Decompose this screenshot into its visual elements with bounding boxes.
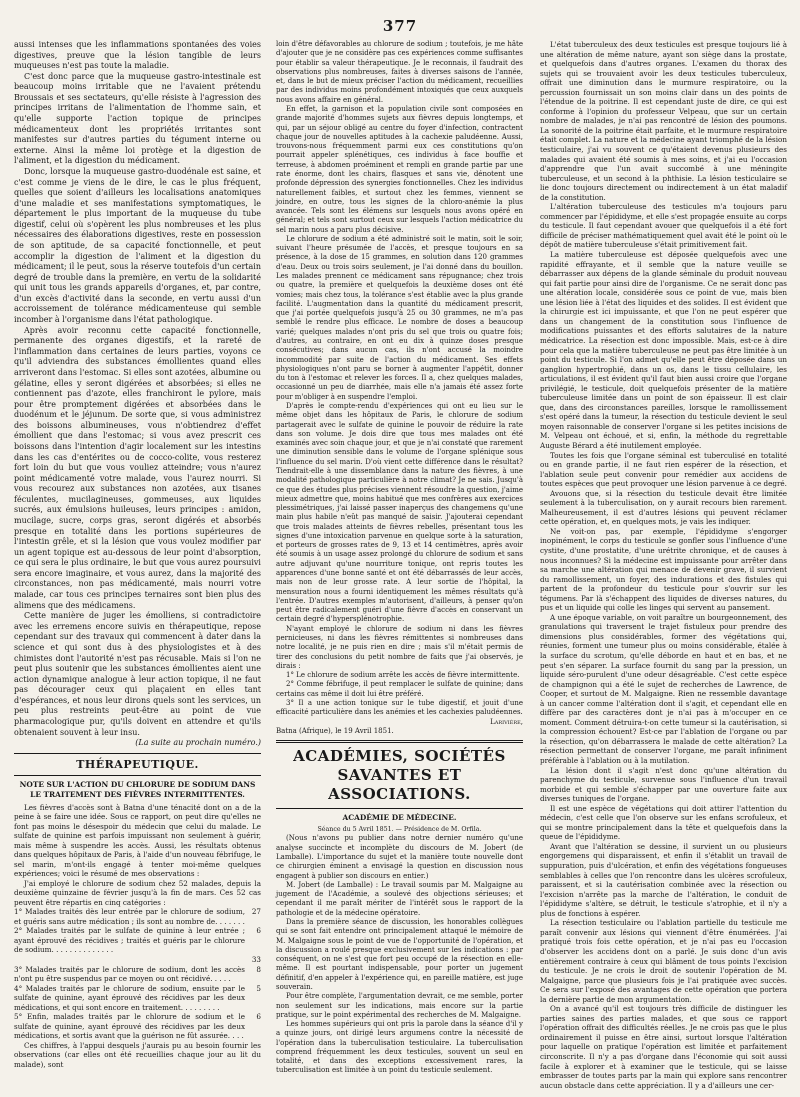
conclusion-item: 2° Comme fébrifuge, il peut remplacer le sulfate de quinine; dans certains cas même il doit lui être préféré. (276, 680, 523, 698)
paragraph: Les hommes supérieurs qui ont pris la parole dans la séance d'il y a quinze jours, ont dirigé leurs argumens contre la nécessité de l'opération dans la tuberculisation testiculaire. La tuberculisation comprend fréquemment les deux testicules, souvent un seul en totalité, et dans des exceptions excessivement rares, la tuberculisation est limitée à un point du testicule seulement. (276, 1020, 523, 1075)
conclusion-item: 1° Le chlorure de sodium arrête les accès de fièvre intermittente. (286, 671, 520, 680)
column-right (540, 40, 787, 1090)
paragraph: J'ai employé le chlorure de sodium chez 52 malades, depuis la deuxième quinzaine de février jusqu'à la fin de mars. Ces 52 cas peuvent être répartis en cinq catégories : (14, 878, 261, 907)
divider (14, 775, 261, 776)
author-signature: Larivière, (490, 717, 523, 726)
paragraph: La résection testiculaire ou l'ablation partielle du testicule me paraît convenir aux lésions qui viennent d'être énumérées. J'ai pratiqué trois fois cette opération, et je n'ai pas eu l'occasion d'observer les accidens dont on a parlé. Je suis donc d'un avis entièrement contraire à ceux qui blâment de tous points l'excision du testicule. Je ne crois le droit de soutenir l'opération de M. Malgaigne, parce que plusieurs fois je l'ai pratiquée avec succès. Ce sera sur l'exposé des avantages de cette opération que portera la dernière partie de mon argumentation. (540, 918, 787, 1004)
paragraph: M. Jobert (de Lamballe) : Le travail soumis par M. Malgaigne au jugement de l'Académie, a soulevé des objections sérieuses; et cependant il me paraît mériter de l'intérêt sous le rapport de la pathologie et de la médecine opératoire. (276, 880, 523, 917)
list-item: 2° Malades traités par le sulfate de quinine à leur entrée ; ayant éprouvé des récidives ; traités et guéris par le chlorure de sodium. . . . . . . . . . . . . . 6 (14, 926, 261, 955)
conclusion-item: 3° Il a une action tonique sur le tube digestif, et jouit d'une efficacité particulière dans les anémies et les cachexies paludéennes. (276, 698, 523, 717)
paragraph: aussi intenses que les inflammations spontanées des voies digestives, preuve que la lésion tangible de leurs muqueuses n'est pas toute la maladie. (14, 40, 261, 71)
paragraph: Ne voit-on pas, par exemple, l'épididyme s'engorger inopinément, le corps du testicule se gonfler sous l'influence d'une cystite, d'une prostatite, d'une urétrite chronique, et de causes à nous inconnues? Si la médecine est impuissante pour arrêter dans sa marche une altération qui menace de devenir grave, il survient du ramollissement, un foyer, des indurations et des fistules qui partent de la profondeur du testicule pour s'ouvrir sur les tégumens. Par là s'échappent des liquides de diverses natures, du pus et un liquide qui colle les linges qui servent au pansement. (540, 526, 787, 613)
paragraph: On a avancé qu'il est toujours très difficile de distinguer les parties saines des parties malades, et que sous ce rapport l'opération offrait des difficultés réelles. Je ne crois pas que le plus ordinairement il puisse en être ainsi, surtout lorsque l'altération pour laquelle on pratique l'opération est limitée et parfaitement circonscrite. Il n'y a pas d'organe dans l'économie qui soit aussi facile à explorer et à examiner que le testicule, qui se laisse embrasser de toutes parts par la main qui explore sans rencontrer aucun obstacle dans cette appréciation. Il y a d'ailleurs une cer- (540, 1004, 787, 1090)
paragraph: loin d'être défavorables au chlorure de sodium ; toutefois, je me hâte d'ajouter que je ne considère pas ces expériences comme suffisantes pour établir sa valeur thérapeutique. Je le reconnais, il faudrait des observations plus nombreuses, faites à diverses saisons de l'année, et, dans le but de mieux préciser l'action du médicament, recueillies par des individus moins profondément intoxiqués que ceux auxquels nous avons affaire en général. (276, 40, 523, 104)
paragraph: Toutes les fois que l'organe séminal est tuberculisé en totalité ou en grande partie, il ne faut rien espérer de la résection, et l'ablation seule peut convenir pour remédier aux accidens de toutes espèces que peut provoquer une lésion parvenue à ce degré. (540, 450, 787, 489)
list-item: 1° Malades traités dès leur entrée par le chlorure de sodium, et guéris sans autre médication ; ils sont au nombre de. . . . . . . 27 (14, 907, 261, 926)
bracket-total: 33 (251, 954, 261, 964)
paragraph: D'après le compte-rendu d'expériences qui ont eu lieu sur le même objet dans les hôpitaux de Paris, le chlorure de sodium partagerait avec le sulfate de quinine le pouvoir de réduire la rate dans son volume. Je dois dire que tous mes malades ont été examinés avec soin chaque jour, et que je n'ai constaté que rarement une diminution sensible dans le volume de l'organe splénique sous l'influence du sel marin. D'où vient cette différence dans le résultat? Tiendrait-elle à une dissemblance dans la nature des fièvres, à une modalité pathologique particulière à notre climat? Je ne sais. Jusqu'à ce que des études plus précises viennent résoudre la question, j'aime mieux admettre que, moins habitué que mes confrères aux exercices plessimétriques, j'ai laissé passer inaperçus des changemens qu'une main plus habile n'eût pas manqué de saisir. J'ajouterai cependant que trois malades atteints de fièvres rebelles, présentant tous les signes d'une intoxication parvenue en quelque sorte à la saturation, et porteurs de grosses rates de 9, 13 et 14 centimètres, après avoir été soumis à un usage assez prolongé du chlorure de sodium et sans autre adjuvant qu'une nourriture tonique, ont repris toutes les apparences d'une bonne santé et ont été débarrassés de leur accès, mais non de leur grosse rate. A leur sortie de l'hôpital, la mensuration nous a fourni identiquement les mêmes résultats qu'à l'entrée. D'autres exemples m'autorisent, d'ailleurs, à penser qu'on peut être radicalement guéri d'une fièvre d'accès en conservant un certain degré d'hypersplénotrophie. (276, 401, 523, 624)
paragraph: Pour être complète, l'argumentation devrait, ce me semble, porter non seulement sur les indications, mais encore sur la partie pratique, sur le point expérimental des recherches de M. Malgaigne. (276, 992, 523, 1019)
paragraph: La matière tuberculeuse est déposée quelquefois avec une rapidité effrayante, et il semble que la nature veuille se débarrasser aux dépens de la glande séminale du produit nouveau qui fait partie pour ainsi dire de l'organisme. Ce ne serait donc pas une altération locale, considérée sous ce point de vue, mais bien une lésion liée à l'état des liquides et des solides. Il est évident que la chirurgie est ici impuissante, et que l'on ne peut espérer que dans un changement de la constitution sous l'influence de modifications puissantes et des efforts salutaires de la nature médicatrice. La résection est donc impossible. Mais, est-ce à dire pour cela que la matière tuberculeuse ne peut pas être limitée à un point du testicule. Si l'on admet qu'elle peut être déposée dans un ganglion hypertrophié, dans un os, dans le tissu cellulaire, les articulations, il est évident qu'il faut bien aussi croire que l'organe privilégié, le testicule, doit quelquefois présenter de la matière tuberculeuse limitée dans un point de son épaisseur. Il est clair que, dans des circonstances pareilles, lorsque le ramollissement s'est opéré dans la tumeur, la résection du testicule devient le seul moyen raisonnable de conserver l'organe si les petites incisions de M. Velpeau ont échoué, et si, enfin, la méthode du regrettable Auguste Bérard a été inutilement employée. (540, 250, 787, 450)
paragraph: La lésion dont il s'agit n'est donc qu'une altération du parenchyme du testicule, survenue sous l'influence d'un travail morbide et qui semble s'échapper par une ouverture faite aux diverses tuniques de l'organe. (540, 765, 787, 804)
paragraph: Cette manière de juger les émolliens, si contradictoire avec les erremens encore suivis en thérapeutique, repose cependant sur des travaux qui commencent à dater dans la science et qui sont dus à des physiologistes et à des chimistes dont l'autorité n'est pas récusable. Mais si l'on ne peut plus soutenir que les substances émollientes aient une action dynamique analogue à leur action topique, il ne faut pas décourager ceux qui plaçaient en elles tant d'espérances, et nous leur dirons quels sont les services, un peu plus restreints peut-être au point de vue pharmacologique pur, qu'ils doivent en attendre et qu'ils obtenaient souvent à leur insu. (14, 611, 261, 737)
section-title-therapeutique: THÉRAPEUTIQUE. (76, 757, 199, 771)
paragraph: Les fièvres d'accès sont à Batna d'une ténacité dont on a de la peine à se faire une idée. Sous ce rapport, on peut dire qu'elles ne font pas moins le désespoir du médecin que celui du malade. Le sulfate de quinine est parfois impuissant non seulement à guérir, mais même à suspendre les accès. Aussi, les résultats obtenus dans quelques hôpitaux de Paris, à l'aide d'un nouveau fébrifuge, le sel marin, m'ont-ils engagé à tenter moi-même quelques expériences; voici le résumé de mes observations : (14, 802, 261, 879)
paragraph: Donc, lorsque la muqueuse gastro-duodénale est saine, et c'est comme je viens de le dire, le cas le plus fréquent, quelles que soient d'ailleurs les localisations anatomiques d'une maladie et ses manifestations symptomatiques, le département le plus important de la muqueuse du tube digestif, celui où s'opèrent les plus nombreuses et les plus nécessaires des élaborations digestives, reste en possession de son aptitude, de sa capacité fonctionnelle, et peut accomplir la digestion de l'aliment et la digestion du médicament; il le peut, sous la réserve toutefois d'un certain degré de trouble dans la première, en vertu de la solidarité qui unit tous les grands appareils d'organes, et, par contre, d'un excès d'activité dans la seconde, en vertu aussi d'un accroissement de tolérance médicamenteuse qui semble incomber à l'organisme dans l'état pathologique. (14, 166, 261, 325)
divider (14, 753, 261, 754)
paragraph: Ces chiffres, à l'appui desquels j'aurais pu au besoin fournir les observations (car elles ont été recueillies chaque jour au lit du malade), sont (14, 1040, 261, 1069)
paragraph: Après avoir reconnu cette capacité fonctionnelle, permanente des organes digestifs, et la rareté de l'inflammation dans certaines de leurs parties, voyons ce qu'il adviendra des substances émollientes quand elles arriveront dans l'estomac. Si elles sont azotées, albumine ou gélatine, elles y seront digérées et absorbées; si elles ne contiennent pas d'azote, elles franchiront le pylore, mais pour être promptement digérées et absorbées dans le duodénum et le jéjunum. De sorte que, si vous administrez des boissons albumineuses, vous n'obtiendrez d'effet émollient que dans l'estomac; si vous avez prescrit ces boissons dans l'intention d'agir localement sur les intestins dans les cas d'entérites ou de cocco-colite, vous resterez fort loin du but que vous vouliez atteindre; vous n'aurez point médicamenté votre malade, vous l'aurez nourri. Si vous recourez aux substances non azotées, aux tisanes féculentes, mucilagineuses, gommeuses, aux liquides sucrés, aux émulsions huileuses, leurs principes : amidon, mucilage, sucre, corps gras, seront digérés et absorbés presque en totalité dans les portions supérieures de l'intestin grêle, et si la lésion que vous voulez modifier par un agent topique est au-dessous de leur point d'absorption, ce qui sera le plus ordinaire, le but que vous aurez poursuivi sera encore imaginaire, et vous aurez, dans la majorité des circonstances, non pas médicamenté, mais nourri votre malade, car tous ces principes ternaires sont bien plus des alimens que des médicamens. (14, 325, 261, 610)
paragraph: C'est donc parce que la muqueuse gastro-intestinale est beaucoup moins irritable que ne l'avaient prétendu Broussais et ses sectateurs, qu'elle résiste à l'agression des principes irritans de l'alimentation de l'homme sain, et qu'elle supporte l'action topique de principes médicamenteux dont les propriétés irritantes sont manifestes sur d'autres parties du tégument interne ou externe. Ainsi la même loi protège et la digestion de l'aliment, et la digestion du médicament. (14, 71, 261, 166)
paragraph: Le chlorure de sodium a été administré soit le matin, soit le soir, suivant l'heure présumée de l'accès, et presque toujours en sa présence, à la dose de 15 grammes, en solution dans 120 grammes d'eau. Deux ou trois soirs seulement, je l'ai donné dans du bouillon. Les malades prennent ce médicament sans répugnance; chez trois ou quatre, la première et quelquefois la deuxième doses ont été vomies; mais chez tous, la tolérance s'est établie avec la plus grande facilité. L'augmentation dans la quantité du médicament prescrit, que j'ai portée quelquefois jusqu'à 25 ou 30 grammes, ne m'a pas semblé le rendre plus efficace. Le nombre de doses a beaucoup varié; quelques malades n'ont pris du sel que trois ou quatre fois; d'autres, au contraire, en ont eu dix à quinze doses presque consécutives; dans aucun cas, ils n'ont accusé la moindre incommodité par suite de l'action du médicament. Ses effets physiologiques n'ont paru se borner à augmenter l'appétit, donner du ton à l'estomac et relever les forces. Il a, chez quelques malades, occasionné un peu de diarrhée, mais elle n'a jamais été assez forte pour m'obliger à en suspendre l'emploi. (276, 234, 523, 401)
paragraph: Dans la première séance de discussion, les honorables collègues qui se sont fait entendre ont principalement attaqué le mémoire de M. Malgaigne sous le point de vue de l'opportunité de l'opération, et la discussion a roulé presque exclusivement sur les indications : par conséquent, on ne s'est que fort peu occupé de la résection en elle-même. Il est pourtant indispensable, pour porter un jugement définitif, d'en appeler à l'expérience qui, en pareille matière, est juge souverain. (276, 917, 523, 991)
list-item: 5° Enfin, malades traités par le chlorure de sodium et le sulfate de quinine, ayant éprouvé des récidives par les deux médications, et sortis avant que la guérison ne fût assurée. . . . 6 (14, 1012, 261, 1041)
paragraph: (Nous n'avons pu publier dans notre dernier numéro qu'une analyse succincte et incomplète du discours de M. Jobert (de Lamballe). L'importance du sujet et la manière toute nouvelle dont ce chirurgien éminent a envisagé la question en discussion nous engagent à publier son discours en entier.) (276, 834, 523, 880)
paragraph: Avant que l'altération se dessine, il survient un ou plusieurs engorgemens qui disparaissent, et enfin il s'établit un travail de suppuration, puis d'ulcération, et enfin des végétations fongueuses semblables à celles que l'on rencontre dans les ulcères scrofuleux, paraissent, et si la cautérisation combinée avec la résection ou l'excision n'arrête pas la marche de l'altération, le conduit de l'épididyme s'altère, se détruit, le testicule s'atrophie, et il n'y a plus de fonctions à espérer. (540, 841, 787, 918)
continuation-note: (La suite au prochain numéro.) (135, 738, 261, 748)
paragraph: L'altération tuberculeuse des testicules m'a toujours paru commencer par l'épididyme, et elle s'est propagée ensuite au corps du testicule. Il faut cependant avouer que quelquefois il a été fort difficile de préciser mathématiquement quel avait été le point où le dépôt de matière tuberculeuse s'était primitivement fait. (540, 202, 787, 250)
divider (276, 808, 523, 809)
paragraph: A une époque variable, on voit paraître un bourgeonnement, des granulations qui traversent le trajet fistuleux pour prendre des dimensions plus considérables, former des végétations qui, réunies, forment une tumeur plus ou moins considérable, étalée à la surface du scrotum, qu'elle déborde en haut et en bas, et ne peut s'en séparer. La surface fournit du sang par la pression, un liquide séro-purulent d'une odeur désagréable. C'est cette espèce de champignon qui a été le sujet de recherches de Lawrence, de Cooper, et surtout de M. Malgaigne. Rien ne ressemble davantage à un cancer comme l'altération dont il s'agit, et cependant elle en diffère par des caractères dont je n'ai pas à m'occuper en ce moment. Comment détruira-t-on cette tumeur si la cautérisation, si la compression échouent? Est-ce par l'ablation de l'organe ou par la résection, qu'on débarrassera le malade de cette altération? La résection permettant de conserver l'organe, me paraît infiniment préférable à l'ablation ou à la mutilation. (540, 612, 787, 766)
list-item: 4° Malades traités par le chlorure de sodium, ensuite par le sulfate de quinine, ayant éprouvé des récidives par les deux médications, et qui sont encore en traitement. . . . . . . . . 5 (14, 983, 261, 1012)
dateline: Batna (Afrique), le 19 Avril 1851. (276, 726, 394, 735)
session-line: Séance du 5 Avril 1851. — Présidence de M. Orfila. (317, 826, 482, 834)
list-item: 3° Malades traités par le chlorure de sodium, dont les accès n'ont pu être suspendus par ce moyen ou ont récidivé. . . . . 8 (14, 964, 261, 984)
subsection-title: ACADÉMIE DE MÉDECINE. (342, 813, 457, 823)
paragraph: Avouons que, si la résection du testicule devait être limitée seulement à la tuberculisation, on y aurait recours bien rarement. Malheureusement, il est d'autres lésions qui peuvent réclamer cette opération, et, en quelques mots, je vais les indiquer. (540, 488, 787, 527)
paragraph: L'état tuberculeux des deux testicules est presque toujours lié à une altération de même nature, ayant son siège dans la prostate, et quelquefois dans d'autres organes. L'examen du thorax des sujets qui se trouvaient avoir les deux testicules tuberculeux, offrait une diminution dans le murmure respiratoire, ou la percussion fournissait un son moins clair dans un des points de l'étendue de la poitrine. Il est cependant juste de dire, ce qui est conforme à l'opinion du professeur Velpeau, que sur un certain nombre de malades, je n'ai pas rencontré de lésion des poumons. La sonorité de la poitrine était parfaite, et le murmure respiratoire était complet. La nature et la médecine ayant triomphé de la lésion testiculaire, j'ai vu souvent ce qu'étaient devenus plusieurs des malades qui avaient été soumis à mes soins, et j'ai eu l'occasion d'apprendre que l'un avait succombé à une méningite tuberculeuse, et un second à la phthisie. La lésion testiculaire se lie donc toujours directement ou indirectement à un état maladif de la constitution. (540, 40, 787, 202)
paragraph: En effet, la garnison et la population civile sont composées en grande majorité d'hommes sujets aux fièvres depuis longtemps, et qui, par un séjour obligé au centre du foyer d'infection, contractent chaque jour de nouvelles aptitudes à la cachexie paludéenne. Aussi, trouvons-nous fréquemment parmi eux ces constitutions qu'on pourrait appeler splénétiques, ces individus à face bouffie et terreuse, à abdomen proéminent et rempli en grande partie par une rate énorme, dont les chairs, flasques et sans vie, dénotent une profonde dépression des synergies fonctionnelles. Chez les individus naturellement faibles, et surtout chez les femmes, viennent se joindre, en outre, tous les signes de la chloro-anémie la plus avancée. Tels sont les élémens sur lesquels nous avons opéré en général; et tels sont surtout ceux sur lesquels l'action médicatrice du sel marin nous a paru plus décisive. (276, 104, 523, 234)
paragraph: Il est une espèce de végétations qui doit attirer l'attention du médecin, c'est celle que l'on observe sur les enfans scrofuleux, et qui se montre principalement dans la tête et quelquefois dans la queue de l'épididyme. (540, 803, 787, 842)
page-number: 377 (382, 17, 418, 35)
column-middle (276, 40, 523, 1076)
column-left (14, 40, 261, 1069)
divider (276, 740, 523, 743)
article-title: NOTE SUR L'ACTION DU CHLORURE DE SODIUM DANS LE TRAITEMENT DES FIÈVRES INTERMITTENTES. (19, 779, 256, 799)
section-title-academies: ACADÉMIES, SOCIÉTÉS SAVANTES ET ASSOCIATIONS. (293, 747, 506, 804)
statistics-list (14, 907, 261, 1040)
paragraph: N'ayant employé le chlorure de sodium ni dans les fièvres pernicieuses, ni dans les fièvres rémittentes si nombreuses dans notre localité, je ne puis rien en dire ; mais s'il m'était permis de tirer des conclusions du petit nombre de faits que j'ai observés, je dirais : (276, 624, 523, 670)
